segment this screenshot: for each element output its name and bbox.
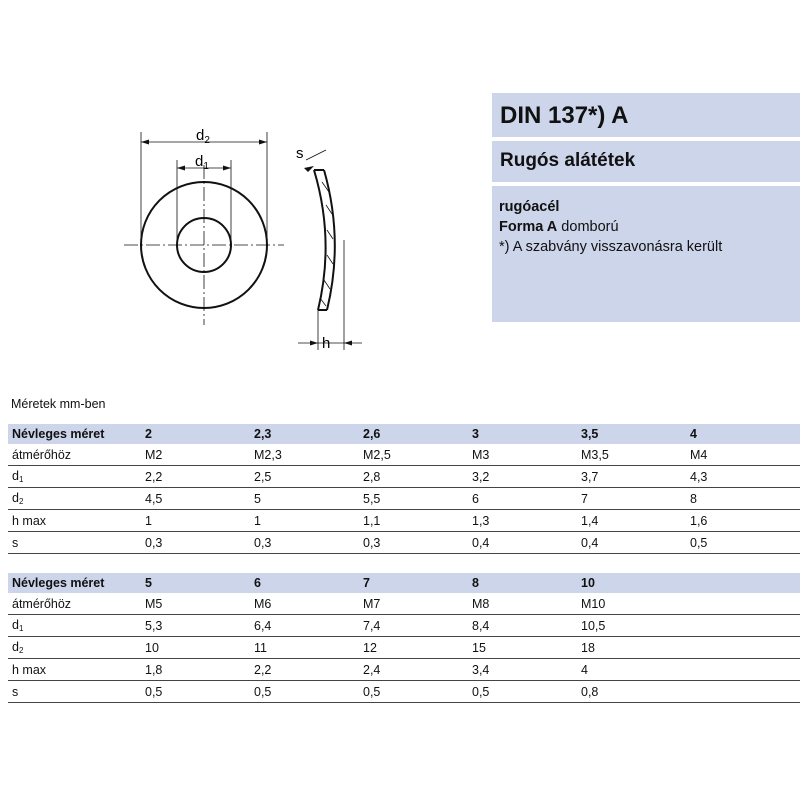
header-size-cell: 2,3: [250, 424, 359, 444]
washer-drawing-svg: [120, 110, 380, 360]
value-cell: 10: [141, 637, 250, 659]
units-note: Méretek mm-ben: [11, 397, 106, 411]
s-label: s: [296, 145, 304, 162]
value-cell: M3: [468, 444, 577, 466]
header-size-cell: 7: [359, 573, 468, 593]
row-label-cell: [8, 466, 141, 488]
value-cell: 1,1: [359, 510, 468, 532]
s-arrow: [304, 166, 314, 172]
hatch-line: [327, 230, 333, 239]
table-header-row: [8, 424, 800, 444]
row-label-cell: [8, 637, 141, 659]
value-cell: [686, 593, 800, 615]
value-cell: [686, 615, 800, 637]
value-cell: 0,3: [250, 532, 359, 554]
header-label-cell: Névleges méret: [8, 573, 141, 593]
value-cell: M2: [141, 444, 250, 466]
value-cell: 0,4: [577, 532, 686, 554]
value-cell: 8: [686, 488, 800, 510]
value-cell: 15: [468, 637, 577, 659]
form-value: domború: [557, 219, 619, 235]
value-cell: 8,4: [468, 615, 577, 637]
table-row: [8, 615, 800, 637]
row-label-text: d: [12, 618, 19, 632]
value-cell: 1,6: [686, 510, 800, 532]
hatch-line: [327, 255, 333, 264]
row-label-text: s: [12, 684, 19, 699]
value-cell: [686, 681, 800, 703]
material-line: [499, 197, 800, 217]
table-row: [8, 681, 800, 703]
product-subtitle: Rugós alátétek: [492, 141, 800, 182]
value-cell: 7: [577, 488, 686, 510]
washer-drawing: [120, 110, 380, 360]
value-cell: 6: [468, 488, 577, 510]
value-cell: 1: [141, 510, 250, 532]
value-cell: M3,5: [577, 444, 686, 466]
h-arrow-right: [344, 341, 352, 346]
table-row: [8, 488, 800, 510]
row-label-cell: [8, 681, 141, 703]
value-cell: 5: [250, 488, 359, 510]
value-cell: 6,4: [250, 615, 359, 637]
value-cell: 1,8: [141, 659, 250, 681]
d1-arrow-right: [223, 166, 231, 171]
row-label-text: d: [12, 491, 19, 505]
row-label-cell: [8, 532, 141, 554]
table-row: [8, 659, 800, 681]
dimension-table-1: [8, 424, 800, 554]
row-label-text: d: [12, 469, 19, 483]
d2-arrow-left: [141, 140, 149, 145]
value-cell: 4,5: [141, 488, 250, 510]
value-cell: M2,5: [359, 444, 468, 466]
value-cell: 7,4: [359, 615, 468, 637]
row-label-cell: [8, 615, 141, 637]
value-cell: 2,2: [250, 659, 359, 681]
value-cell: 0,5: [141, 681, 250, 703]
header-size-cell: 5: [141, 573, 250, 593]
hatch-line: [324, 280, 330, 289]
value-cell: 11: [250, 637, 359, 659]
value-cell: M2,3: [250, 444, 359, 466]
row-label-text: átmérőhöz: [12, 447, 72, 462]
value-cell: 2,4: [359, 659, 468, 681]
row-label-cell: [8, 510, 141, 532]
value-cell: 0,8: [577, 681, 686, 703]
form-label: Forma A: [499, 219, 558, 235]
table-row: [8, 637, 800, 659]
standard-title: DIN 137*) A: [492, 93, 800, 137]
row-label-text: átmérőhöz: [12, 596, 72, 611]
header-size-cell: 2: [141, 424, 250, 444]
hatch-line: [320, 298, 326, 306]
withdrawn-note: *) A szabvány visszavonásra került: [499, 239, 723, 255]
table-row: [8, 532, 800, 554]
header-size-cell: [686, 573, 800, 593]
value-cell: 2,8: [359, 466, 468, 488]
header-size-cell: 6: [250, 573, 359, 593]
value-cell: 0,5: [359, 681, 468, 703]
dimension-table-2: [8, 573, 800, 703]
value-cell: 0,5: [250, 681, 359, 703]
value-cell: 2,5: [250, 466, 359, 488]
table-row: [8, 466, 800, 488]
value-cell: M8: [468, 593, 577, 615]
value-cell: 3,4: [468, 659, 577, 681]
value-cell: 1,3: [468, 510, 577, 532]
value-cell: 1: [250, 510, 359, 532]
header-size-cell: 4: [686, 424, 800, 444]
table-row: [8, 593, 800, 615]
value-cell: 0,3: [359, 532, 468, 554]
d2-label: $d_2$: [196, 127, 210, 146]
row-label-text: h max: [12, 513, 47, 528]
material-text: rugóacél: [499, 199, 560, 215]
table-header-row: [8, 573, 800, 593]
value-cell: 10,5: [577, 615, 686, 637]
header-size-cell: 3,5: [577, 424, 686, 444]
product-info-box: [492, 186, 800, 322]
d1-label: $d_1$: [195, 153, 209, 172]
value-cell: 0,4: [468, 532, 577, 554]
side-view-curve-outer: [314, 170, 326, 310]
row-label-text: h max: [12, 662, 47, 677]
table-row: [8, 444, 800, 466]
value-cell: M4: [686, 444, 800, 466]
h-label: h: [322, 335, 331, 352]
d1-arrow-left: [177, 166, 185, 171]
header-size-cell: 3: [468, 424, 577, 444]
row-label-subscript: 2: [18, 646, 24, 655]
value-cell: 4,3: [686, 466, 800, 488]
value-cell: M10: [577, 593, 686, 615]
row-label-text: d: [12, 640, 19, 654]
value-cell: M6: [250, 593, 359, 615]
row-label-subscript: 1: [18, 475, 24, 484]
value-cell: [686, 637, 800, 659]
header-size-cell: 2,6: [359, 424, 468, 444]
value-cell: M7: [359, 593, 468, 615]
row-label-cell: [8, 659, 141, 681]
value-cell: 0,5: [686, 532, 800, 554]
h-arrow-left: [310, 341, 318, 346]
value-cell: M5: [141, 593, 250, 615]
value-cell: 0,3: [141, 532, 250, 554]
value-cell: 12: [359, 637, 468, 659]
d2-arrow-right: [259, 140, 267, 145]
value-cell: 2,2: [141, 466, 250, 488]
header-size-cell: 10: [577, 573, 686, 593]
row-label-subscript: 2: [18, 497, 24, 506]
row-label-cell: [8, 444, 141, 466]
row-label-cell: [8, 488, 141, 510]
s-dimension-line: [306, 150, 326, 160]
value-cell: 5,5: [359, 488, 468, 510]
value-cell: 0,5: [468, 681, 577, 703]
table-row: [8, 510, 800, 532]
value-cell: 4: [577, 659, 686, 681]
value-cell: [686, 659, 800, 681]
form-line: [499, 217, 800, 237]
row-label-cell: [8, 593, 141, 615]
value-cell: 18: [577, 637, 686, 659]
header-size-cell: 8: [468, 573, 577, 593]
value-cell: 5,3: [141, 615, 250, 637]
value-cell: 3,2: [468, 466, 577, 488]
value-cell: 1,4: [577, 510, 686, 532]
header-label-cell: Névleges méret: [8, 424, 141, 444]
row-label-subscript: 1: [18, 624, 24, 633]
value-cell: 3,7: [577, 466, 686, 488]
row-label-text: s: [12, 535, 19, 550]
